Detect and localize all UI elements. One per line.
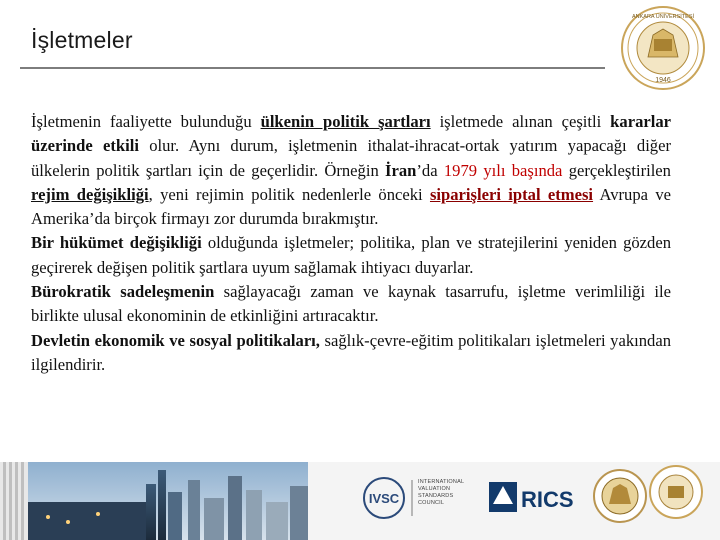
svg-text:IVSC: IVSC (368, 491, 400, 506)
slide-body (31, 110, 671, 377)
svg-text:ANKARA ÜNİVERSİTESİ: ANKARA ÜNİVERSİTESİ (631, 14, 695, 20)
ankara-university-small-seal-icon (648, 462, 704, 524)
paragraph-bureaucratic-simplification: Bürokratik sadeleşmenin sağlayacağı zaman ve kaynak tasarrufu, işletme verimliliği ile birlikte ulusal ekonominin de etkinliğini artıracaktır. (31, 282, 671, 326)
university-seal-icon (592, 468, 648, 524)
paragraph-government-change: Bir hükümet değişikliği olduğunda işletmeler; politika, plan ve stratejilerini yeniden gözden geçirerek değişen politik şartlara uyum sağlamak ihtiyacı duyarlar. (31, 233, 671, 277)
ankara-university-seal-icon (620, 5, 706, 91)
paragraph-state-policies: Devletin ekonomik ve sosyal politikaları, sağlık-çevre-eğitim politikaları işletmeleri yakından ilgilendirir. (31, 330, 671, 374)
svg-text:RICS: RICS (521, 487, 574, 512)
city-skyline-image (28, 462, 308, 540)
slide-title: İşletmeler (31, 27, 133, 53)
decorative-stripes (0, 462, 30, 540)
title-divider (20, 67, 605, 69)
svg-text:1946: 1946 (655, 77, 671, 84)
rics-logo-icon (487, 474, 583, 520)
paragraph-political-conditions: İşletmenin faaliyette bulunduğu ülkenin politik şartları işletmede alınan çeşitli kararlar üzerinde etkili olur. Aynı durum, işletmenin ithalat-ihracat-ortak yatırım yapacağı diğer ülkelerin politik şartları için de geçerlidir. Örneğin İran’da 1979 yılı başında gerçekleştirilen rejim değişikliği, yeni rejimin politik nedenlerle önceki siparişleri iptal etmesi Avrupa ve Amerika’da birçok firmayı zor durumda bırakmıştır. (31, 112, 671, 229)
ivsc-caption: INTERNATIONAL VALUATION STANDARDS COUNCIL (418, 479, 465, 506)
